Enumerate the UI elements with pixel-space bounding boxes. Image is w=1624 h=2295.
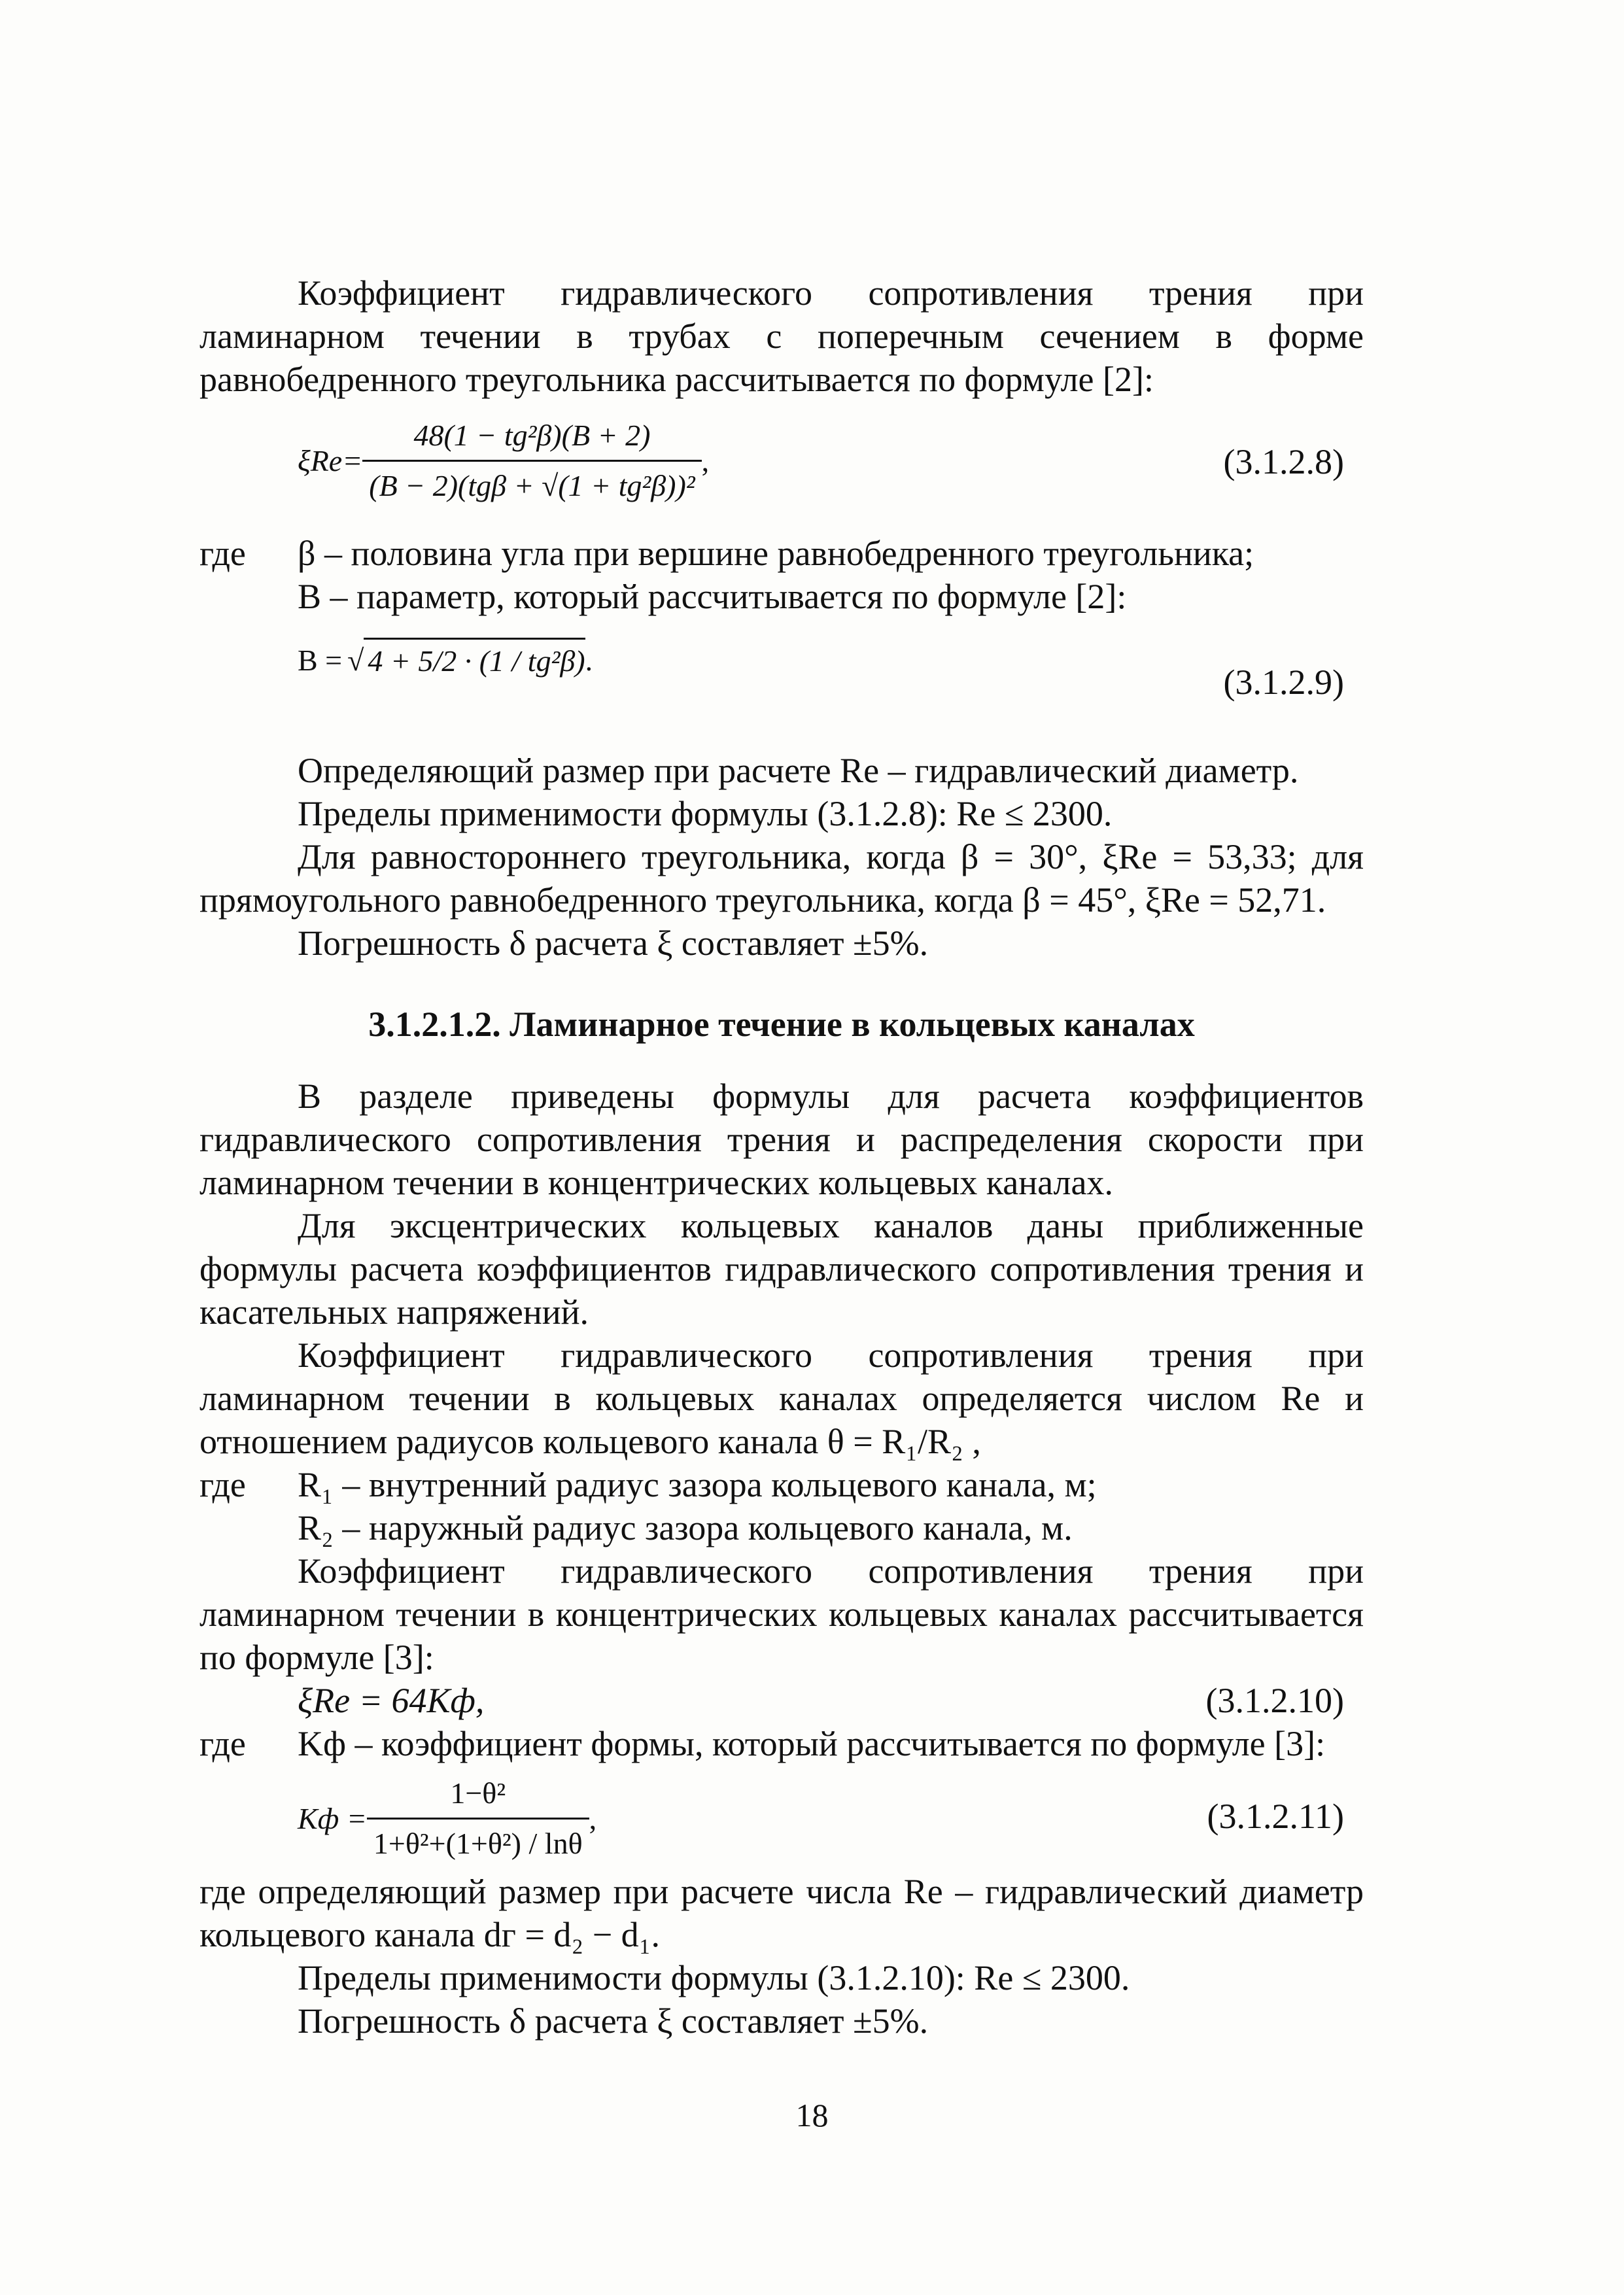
formula-3-1-2-9: B = √ 4 + 5/2 · (1 / tg²β) . (3.1.2.9) [199, 618, 1364, 749]
definition-text: B – параметр, который рассчитывается по формуле [2]: [298, 577, 1127, 616]
formula-fraction [362, 414, 701, 508]
paragraph-limits: Пределы применимости формулы (3.1.2.8): Re ≤ 2300. [298, 794, 1113, 833]
paragraph-limits-2: Пределы применимости формулы (3.1.2.10): Re ≤ 2300. [298, 1958, 1130, 1997]
definition-B [199, 575, 1364, 618]
formula-3-1-2-10 [199, 1679, 1364, 1722]
definition-beta [199, 532, 1364, 575]
definition-R1 [199, 1463, 1364, 1506]
where-label: где [199, 1465, 246, 1504]
paragraph-error-2: Погрешность δ расчета ξ составляет ±5%. [298, 2001, 929, 2041]
definition-text: R₂ – наружный радиус зазора кольцевого канала, м. [298, 1508, 1073, 1547]
formula-3-1-2-8: ξRe= $\frac{\text{48(1 − tg²β)(B + 2)}}{\text{(B − 2)(tgβ + √(1 + tg²β))²}}$ , (3.1.2.8) [199, 401, 1364, 532]
formula-numerator: 48(1 − tg²β)(B + 2) [413, 419, 651, 452]
paragraph-section-intro: В разделе приведены формулы для расчета коэффициентов гидравлического сопротивления трения и распределения скорости при ламинарном течении в концентрических кольцевых каналах. [199, 1077, 1364, 1202]
paragraph-defining-size: Определяющий размер при расчете Re – гидравлический диаметр. [298, 751, 1299, 790]
equation-number: (3.1.2.11) [1207, 1797, 1344, 1836]
paragraph-triangle-intro: Коэффициент гидравлического сопротивления трения при ламинарном течении в трубах с поперечным сечением в форме равнобедренного треугольника рассчитывается по формуле [2]: [199, 273, 1364, 399]
paragraph-hydraulic-diameter: где определяющий размер при расчете числа Re – гидравлический диаметр кольцевого канала dг = d₂ − d₁. [199, 1872, 1364, 1954]
page-number: 18 [795, 2097, 829, 2133]
definition-text: R₁ – внутренний радиус зазора кольцевого канала, м; [298, 1465, 1097, 1504]
definition-text: β – половина угла при вершине равнобедренного треугольника; [298, 534, 1254, 573]
paragraph-concentric-formula: Коэффициент гидравлического сопротивления трения при ламинарном течении в концентрических кольцевых каналах рассчитывается по формуле [3]: [199, 1551, 1364, 1677]
formula-3-1-2-11: Kф = $\frac{\text{1−θ²}}{\text{1+θ²+(1+θ²) / lnθ}}$ , (3.1.2.11) [199, 1765, 1364, 1870]
formula-lhs: ξRe= [298, 443, 363, 477]
definition-Kf [199, 1722, 1364, 1765]
section-heading: 3.1.2.1.2. Ламинарное течение в кольцевых каналах [368, 1005, 1195, 1044]
formula-numerator: 1−θ² [450, 1776, 506, 1810]
equation-number: (3.1.2.10) [1205, 1681, 1344, 1720]
formula-fraction [367, 1772, 589, 1865]
equation-number: (3.1.2.8) [1223, 442, 1344, 481]
definition-R2 [199, 1506, 1364, 1549]
formula-lhs: Kф = [298, 1801, 367, 1835]
formula-denominator: 1+θ²+(1+θ²) / lnθ [367, 1818, 589, 1865]
page-body [199, 271, 1364, 2043]
paragraph-eccentric: Для эксцентрических кольцевых каналов даны приближенные формулы расчета коэффициентов гидравлического сопротивления трения и касательных напряжений. [199, 1206, 1364, 1332]
formula-body: 4 + 5/2 · (1 / tg²β) [364, 638, 585, 683]
paragraph-radius-ratio: Коэффициент гидравлического сопротивления трения при ламинарном течении в кольцевых каналах определяется числом Re и отношением радиусов кольцевого канала θ = R₁/R₂ , [199, 1336, 1364, 1461]
paragraph-special-cases: Для равностороннего треугольника, когда β = 30°, ξRe = 53,33; для прямоугольного равнобедренного треугольника, когда β = 45°, ξRe = 52,71. [199, 837, 1364, 920]
formula-denominator: (B − 2)(tgβ + √(1 + tg²β))² [362, 460, 701, 508]
paragraph-error: Погрешность δ расчета ξ составляет ±5%. [298, 923, 929, 963]
formula-lhs: B = [298, 643, 343, 677]
where-label: где [199, 1724, 246, 1763]
equation-number: (3.1.2.9) [1223, 663, 1344, 702]
where-label: где [199, 534, 246, 573]
formula-body: ξRe = 64Kф, [298, 1681, 485, 1720]
definition-text: Kф – коэффициент формы, который рассчитывается по формуле [3]: [298, 1724, 1326, 1763]
